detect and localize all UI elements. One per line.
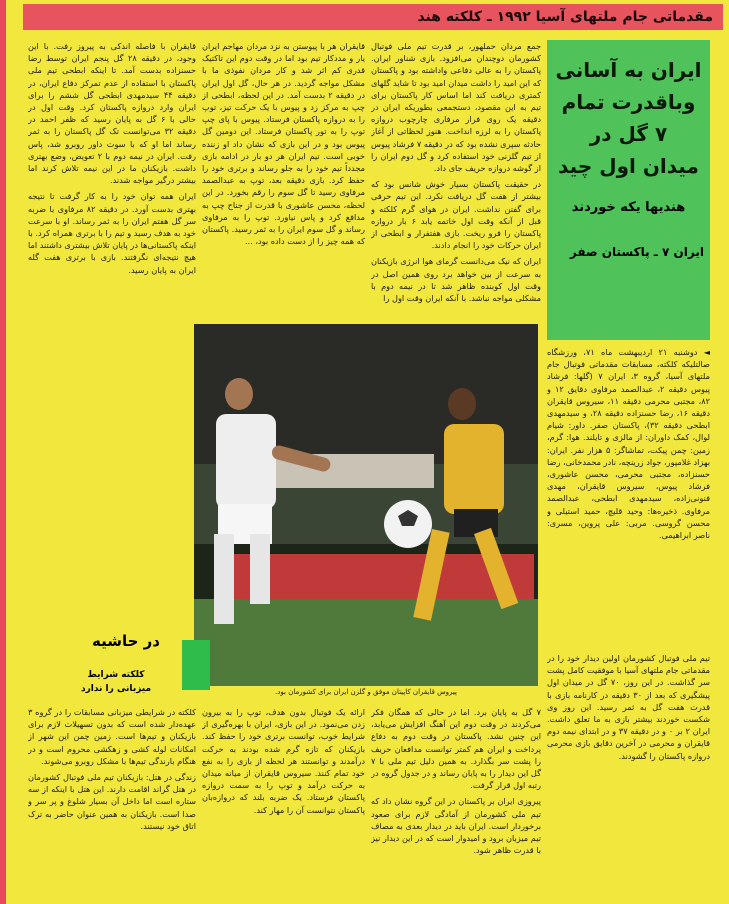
sidebar-body <box>28 706 196 896</box>
column-text-left: قایقران با فاصله اندکی به پیروز رفت. با این وجود، در دقیقه ۲۸ گل پنجم ایران توسط رضا حسنزاده بدست آمد. تا اینکه ابطحی تیم ملی پاکستان با استفاده از عدم تمرکز دفاع ایران، در دقیقه ۴۴ سیدمهدی ابطحی گل ششم را برای ایران وارد دروازه پاکستان کرد. وقت اول در حالی با ۶ گل به پایان رسید که ظفر احمد در دقیقه ۳۲ می‌توانست تک گل پاکستان را به ثمر رساند اما او که با سوت داور روبرو شد، پاس رفت. ایران در نیمه دوم با ۲ تعویض، وضع بهتری داشت. بازیکنان ما در این نیمه تلاش کرند اما بیشتر درگیر مواجه شدند. <box>28 41 196 186</box>
column-text-bottom-mid: ۷ گل به پایان برد. اما در حالی که همگان فکر می‌کردند در وقت دوم این آهنگ افزایش می‌یابد، این چنین نشد. پاکستان در وقت دوم به دفاع پرداخت و ایران هم کمتر توانست مدافعان حریف را پشت سر بگذارد. به همین دلیل تیم ملی با ۷ گل این دیدار را به پایان رساند و در جدول گروه در رتبه اول قرار گرفت. <box>371 707 541 791</box>
column-left <box>28 40 196 622</box>
headline-score: ایران ۷ ـ پاکستان صفر <box>569 245 704 259</box>
sidebar-subtitle-line1: کلکته شرایط <box>87 670 145 680</box>
column-center <box>202 40 365 322</box>
page-header: مقدماتی جام ملتهای آسیا ۱۹۹۲ ـ کلکته هند <box>23 4 723 30</box>
headline-subtitle: هندیها یکه خوردند <box>571 200 686 215</box>
photo-caption: پیروس قایقران کاپیتان موفق و گلزن ایران برای کشورمان بود. <box>275 688 457 696</box>
sidebar-text-2: زندگی در هتل: بازیکنان تیم ملی فوتبال کشورمان در هتل گراند اقامت دارند. این هتل با اینکه از سه ستاره است اما داخل آن بسیار شلوغ و پر سر و صدا است. بازیکنان به همین عنوان حاضر به ترک اتاق خود نیستند. <box>28 772 196 831</box>
lineup-text: ◄ دوشنبه ۲۱ اردیبهشت ماه ۷۱، ورزشگاه صالتلیکه کلکته، مسابقات مقدماتی فوتبال جام ملتهای آسیا، گروه ۳، ایران ۷ (گلها: فرشاد پیوس دقیقه ۲، عبدالصمد مرفاوی دقایق ۱۲ و ۸۲، مجتبی محرمی دقیقه ۱۱، سیروس قایقران دقیقه ۱۶، رضا حسنزاده دقیقه ۲۸، و سیدمهدی ابطحی دقیقه ۳۲)، پاکستان صفر. داور: شیام لوال، کمک داوران: از مالزی و تایلند. هوا: گرم، زمین: چمن پیکت، تماشاگر: ۵ هزار نفر. ایران: بهزاد غلامپور، جواد زرینچه، نادر محمدخانی، رضا حسنزاده، مجتبی محرمی، محسن عاشوری، فرشاد پیوس، سیروس قایقران، مهدی فنونی‌زاده، سیدمهدی ابطحی، عبدالصمد مرفاوی. ذخیره‌ها: وحید قلیچ، حمید استیلی و محسن گروسی. مربی: علی پروین، مسری: ناصر ابراهیمی. <box>547 347 710 541</box>
column-bottom-center-left <box>202 706 365 896</box>
sidebar-title: در حاشیه <box>92 632 160 650</box>
column-text-left-2: ایران همه توان خود را به کار گرفت تا نتیجه بهتری بدست آورد. در دقیقه ۸۲ مرفاوی با ضربه سر گل هفتم ایران را به ثمر رساند. او با سرعت خود به هدف رسید و تیم را با برتری همراه کرد. با اینکه پاکستانی‌ها در پایان تلاش بیشتری داشتند اما هیچ نتیجه‌ای نگرفتند. بازی با برتری هفت گله ایران به پایان رسید. <box>28 191 196 275</box>
column-bottom-right <box>547 652 710 896</box>
match-photo <box>194 324 538 686</box>
sidebar-subtitle-line2: میزبانی را ندارد <box>80 684 152 694</box>
sidebar-subtitle <box>36 668 196 696</box>
lineup-column <box>547 346 710 646</box>
headline-box <box>547 40 710 340</box>
column-text-bottom-left: ارائه یک فوتبال بدون هدف، توپ را به بیرون زدن می‌نمود. در این بازی، ایران با بهره‌گیری از شرایط خوب، توانست برتری خود را حفظ کند. بازیکنان که تازه گرم شده بودند به حرکت درآمدند و توانستند هر لحظه از بازی را به نفع خود تمام کنند. سیروس قایقران از میانه میدان به حرکت درآمد و توپ را به سمت دروازه پاکستان فرستاد. یک ضربه بلند که دروازه‌بان پاکستان نتوانست آن را مهار کند. <box>202 707 365 815</box>
sidebar-text-1: کلکته در شرایطی میزبانی مسابقات را در گروه ۳ عهده‌دار شده است که بدون تسهیلات لازم برای بازیکنان و تیم‌ها است. زمین چمن این شهر از امکانات لوله کشی و زهکشی محروم است و در هنگام بارندگی تیم‌ها با مشکل روبرو می‌شوند. <box>28 707 196 766</box>
column-text-1: جمع مردان حملهور، بر قدرت تیم ملی فوتبال کشورمان دوچندان می‌افزود. بازی شناور ایران. پاکستان را به عالی دفاعی واداشته بود و پاکستان که این امید را داشت میدان امید بود تا شاید گلهای کمتری دریافت کند اما اساس کار پاکستان برای تیم به این مقصود، دستجمعی بطوریکه ایران در دقیقه یک روی فرار مرفاری چارچوب دروازه پاکستان را به لرزه انداخت. هنوز لحظاتی از آغاز حادثه سپری نشده بود که در دقیقه ۷ فرشاد پیوس از تیم گلزنی خود استفاده کرد و گل دوم ایران را از گوشه دروازه حریف جای داد. <box>371 41 541 174</box>
column-text-bottom-right: تیم ملی فوتبال کشورمان اولین دیدار خود را در مقدماتی جام ملتهای آسیا با موفقیت کامل پشت سر گذاشت. در این روز، ۷۰ گل در میدان اول پیشگیری که بعد از ۳۰ دقیقه در کارنامه بازی با قدرت هفت گل به ثمر رسید. این روز وی شکست خوردند بیشتر بازی به ما تعلق داشت. ایران ۲ بر ۰ و در دقیقه ۳۷ و در ابتدای نیمه دوم قایقران و محرمی در آخرین دقایق بازی محرمی دروازه پاکستان را گشودند. <box>547 653 710 761</box>
column-bottom-center <box>371 706 541 896</box>
column-text-bottom-last: پیروزی ایران بر پاکستان در این گروه نشان داد که تیم ملی کشورمان از آمادگی لازم برای صعود برخوردار است. ایران باید در دیدار بعدی به مصاف تیم میزبان برود و امیدوار است که در این دیدار نیز با قدرت ظاهر شود. <box>371 796 541 856</box>
column-text-3: ایران که نیک می‌دانست گرمای هوا انرژی بازیکنان به سرعت از بین خواهد برد روی همین اصل در وقت اول کوبنده ظاهر شد تا در نیمه دوم با مشکلی مواجه نباشد. با آنکه ایران وقت اول را <box>371 256 541 304</box>
headline-title: ایران به آسانی وباقدرت تمام ۷ گل در میدان اول چید <box>555 58 702 178</box>
column-text-center: قایقران هر با پیوستن به نزد مردان مهاجم ایران یار و مددکار تیم بود اما در وقت دوم این تاکتیک قدری کم اثر شد و کار مردان نفوذی ما با مشکل مواجه گردید. در هر حال، گل اول ایران در دقیقه ۲ بدست آمد. در این لحظه، ابطحی از چپ به مرکز زد و پیوس با یک حرکت تیز، توپ را به دروازه پاکستان فرستاد. پیوس با پای چپ توپ را به تور پاکستان فرستاد. این دومین گل پیوس بود و در این بازی که نشان داد او زننده خوبی است. تیم ایران هر دو بار در ادامه بازی مجدداً تیم خود را به جلو رساند و برتری خود را حفظ کرد. بازی دقیقه بعد، توپ به عبدالصمد مرفاوی رسید تا گل سوم را رقم بخورد. در این لحظه، محسن عاشوری با قدرت از جناح چپ به مدافع کرد و پاس نیاورد. توپ را به مرفاوی رساند و گل سوم ایران را به ثمر رسید. پاکستان که همه چیز را از دست داده بود، ... <box>202 41 365 247</box>
match-photo-graphic <box>194 324 538 686</box>
column-text-2: در حقیقت پاکستان بسیار خوش شانس بود که بیشتر از هفت گل دریافت نکرد. این تیم حرفی برای گفتن نداشت. ایران در هوای گرم کلکته و قبل از آنکه وقت اول خاتمه یابد ۶ بار دروازه پاکستان را فرو ریخت. بازی هفتفرار و ابطحی از ایران حرکات خود را انجام دادند. <box>371 179 541 251</box>
column-right-center <box>371 40 541 322</box>
